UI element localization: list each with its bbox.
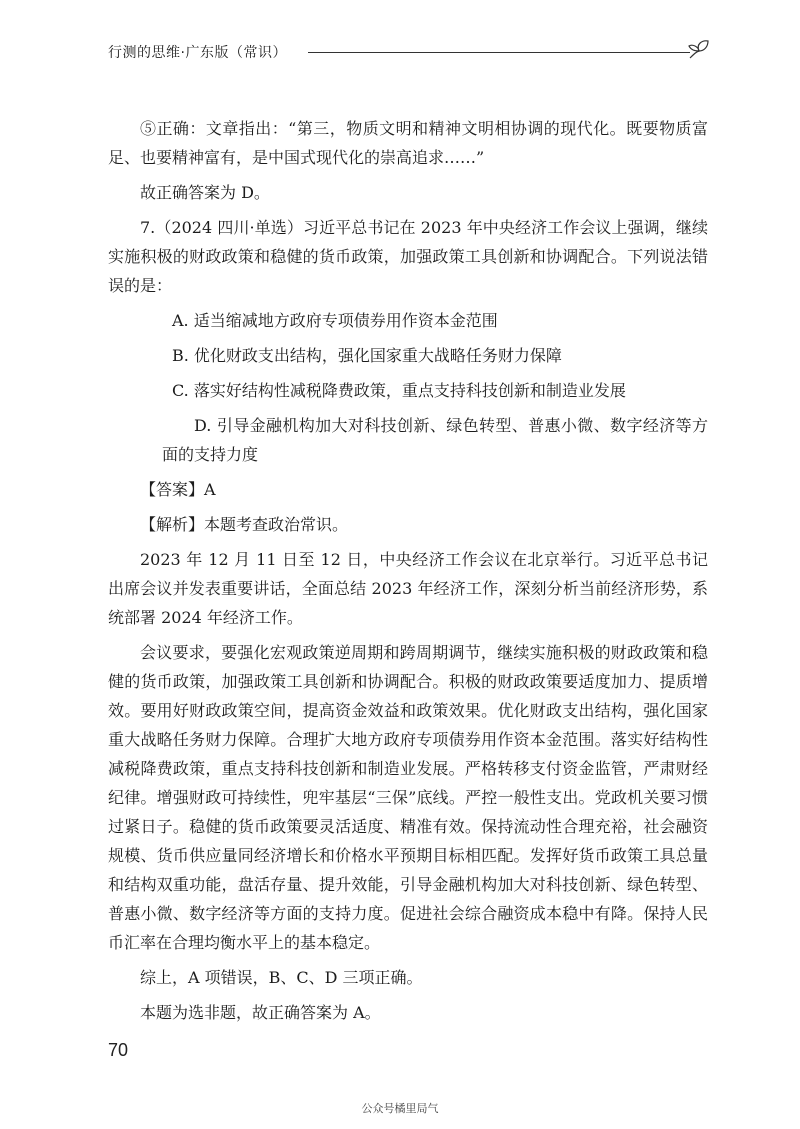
analysis-conclusion: 本题为选非题，故正确答案为 A。	[140, 1003, 381, 1022]
analysis-line	[108, 510, 708, 539]
analysis-label: 【解析】	[140, 515, 205, 534]
answer-label: 【答案】	[140, 480, 205, 499]
page-body	[108, 114, 708, 1027]
answer-line	[108, 475, 708, 504]
sprout-icon	[686, 38, 712, 62]
page-number: 70	[108, 1040, 129, 1060]
paragraph-correct-5: ⑤正确：文章指出：“第三，物质文明和精神文明相协调的现代化。既要物质富足、也要精神富有，是中国式现代化的崇高追求……”	[108, 119, 708, 167]
paragraph-answer-d: 故正确答案为 D。	[140, 183, 270, 202]
analysis-paragraph-1: 2023 年 12 月 11 日至 12 日，中央经济工作会议在北京举行。习近平总书记出席会议并发表重要讲话，全面总结 2023 年经济工作，深刻分析当前经济形势，系统部署 2024 年经济工作。	[108, 550, 708, 627]
option-a: A. 适当缩减地方政府专项债券用作资本金范围	[172, 311, 498, 330]
option-c: C. 落实好结构性减税降费政策，重点支持科技创新和制造业发展	[172, 381, 626, 400]
answer-value: A	[204, 480, 216, 499]
question-7: 7.（2024 四川·单选）习近平总书记在 2023 年中央经济工作会议上强调，继续实施积极的财政政策和稳健的货币政策，加强政策工具创新和协调配合。下列说法错误的是：	[108, 218, 708, 295]
option-d: D. 引导金融机构加大对科技创新、绿色转型、普惠小微、数字经济等方面的支持力度	[162, 416, 708, 464]
option-b: B. 优化财政支出结构，强化国家重大战略任务财力保障	[172, 346, 562, 365]
header-title: 行测的思维·广东版（常识）	[108, 45, 287, 61]
header-rule	[308, 52, 690, 53]
running-header	[108, 40, 712, 66]
analysis-summary: 综上，A 项错误，B、C、D 三项正确。	[140, 968, 423, 987]
watermark-text: 公众号橘里局气	[361, 1102, 439, 1115]
analysis-paragraph-2: 会议要求，要强化宏观政策逆周期和跨周期调节，继续实施积极的财政政策和稳健的货币政策，加强政策工具创新和协调配合。积极的财政政策要适度加力、提质增效。要用好财政政策空间，提高资金效益和政策效果。优化财政支出结构，强化国家重大战略任务财力保障。合理扩大地方政府专项债券用作资本金范围。落实好结构性减税降费政策，重点支持科技创新和制造业发展。严格转移支付资金监管，严肃财经纪律。增强财政可持续性，兜牢基层“三保”底线。严控一般性支出。党政机关要习惯过紧日子。稳健的货币政策要灵活适度、精准有效。保持流动性合理充裕，社会融资规模、货币供应量同经济增长和价格水平预期目标相匹配。发挥好货币政策工具总量和结构双重功能，盘活存量、提升效能，引导金融机构加大对科技创新、绿色转型、普惠小微、数字经济等方面的支持力度。促进社会综合融资成本稳中有降。保持人民币汇率在合理均衡水平上的基本稳定。	[108, 643, 708, 952]
analysis-value: 本题考查政治常识。	[204, 515, 349, 534]
